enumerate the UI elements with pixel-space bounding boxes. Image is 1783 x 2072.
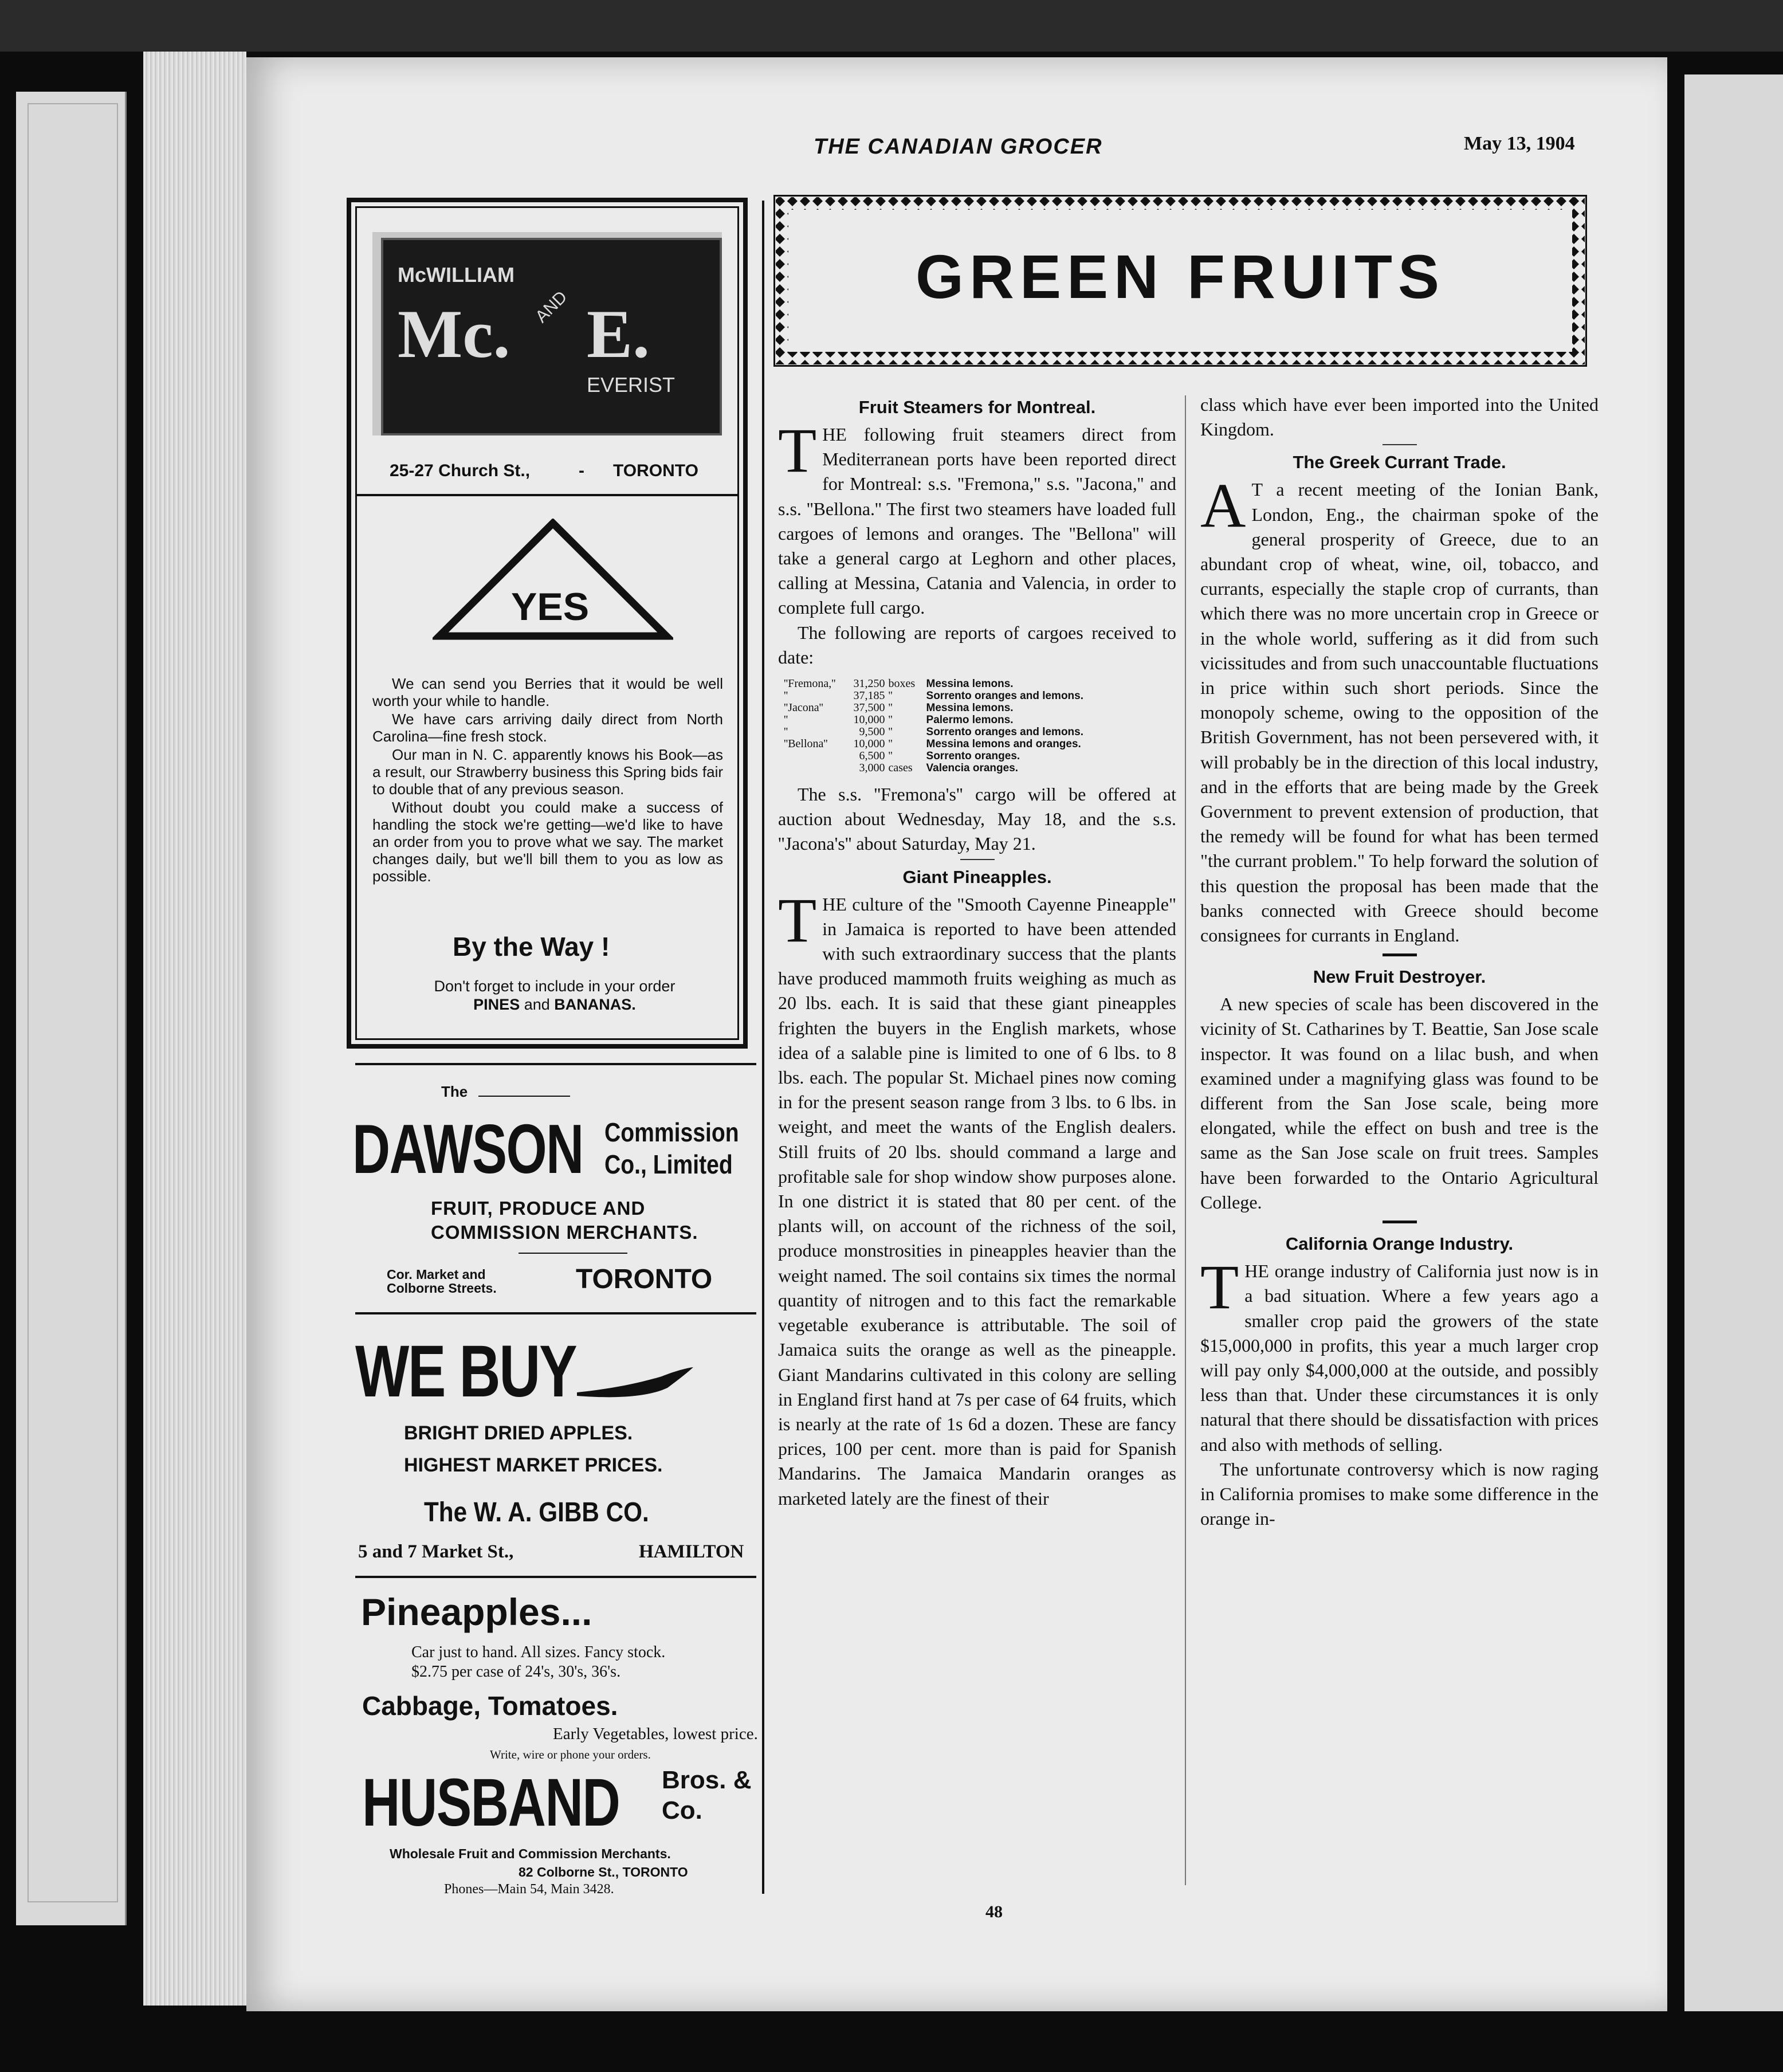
- article-paragraph: THE culture of the "Smooth Cayenne Pineapple" in Jamaica is reported to have been attended with such extraordinary success that the plants have produced mammoth fruits weighing as much as 20 lbs. each. It is said that these giant pineapples frighten the buyers in the English markets, whose idea of a salable pine is limited to one of 6 lbs. to 8 lbs. each. The popular St. Michael pines now coming in for the present season range from 3 lbs. to 6 lbs. in weight, and meet the wants of the English dealers. Still fruits of 20 lbs. should command a large and profitable sale for shop window show purposes alone. In one district it is stated that 80 per cent. of the plants will, on account of the richness of the soil, produce monstrosities in pineapples heavier than the weight named. The soil contains six times the normal quantity of nitrogen and to this fact the remarkable vegetable exuberance is attributable. The soil of Jamaica suits the orange as well as the pineapple. Giant Mandarins cultivated in this colony are selling in England first hand at 7s per case of 64 fruits, which is nearly at the rate of 1s 6d a dozen. These are fancy prices, 100 per cent. more than is paid for Spanish Mandarins. The Jamaica Mandarin oranges as marketed lately are the finest of their: [778, 885, 1176, 1509]
- cargo-cell-qty: 10,000: [853, 713, 885, 727]
- article-column-3: [1200, 393, 1599, 1531]
- cargo-cell-qty: 37,500: [853, 701, 885, 715]
- cargo-cell-desc: Sorrento oranges.: [926, 750, 1020, 763]
- separator: [1383, 444, 1417, 445]
- section-banner-title: GREEN FRUITS: [915, 242, 1446, 311]
- cargo-cell-desc: Messina lemons.: [926, 678, 1014, 690]
- husband-bros: Bros. &: [662, 1766, 752, 1794]
- article-paragraph: A new species of scale has been discovered in the vicinity of St. Catharines by T. Beattie, San Jose scale inspector. It was found on a lilac bush, and when examined under a magnifying glass was found to be different from the San Jose scale, being more elongated, while the effect on bush and tree is the same as the San Jose scale on fruit trees. Samples have been forwarded to the Ontario Agricultural College.: [1200, 994, 1599, 1212]
- cargo-cell-unit: '': [888, 749, 893, 763]
- cargo-cell-qty: 10,000: [853, 737, 885, 751]
- order-instructions: Write, wire or phone your orders.: [490, 1748, 651, 1761]
- ad-paragraph: We can send you Berries that it would be well worth your while to handle.: [372, 675, 723, 709]
- cargo-cell-qty: 37,185: [853, 689, 885, 703]
- previous-page-edge: [16, 92, 127, 1925]
- reminder-text: [383, 977, 726, 1014]
- dawson-the: The: [441, 1083, 468, 1100]
- by-the-way-heading: By the Way !: [453, 932, 610, 962]
- logo-and: AND: [532, 287, 571, 327]
- yes-label: YES: [511, 585, 590, 629]
- article-paragraph: class which have ever been imported into the United Kingdom.: [1200, 394, 1599, 440]
- cargo-row: [784, 690, 1087, 702]
- cargo-cell-ship: '': [784, 725, 788, 739]
- article-heading: The Greek Currant Trade.: [1293, 452, 1506, 473]
- dawson-city: TORONTO: [576, 1264, 713, 1294]
- dawson-company: Commission Co., Limited: [604, 1117, 739, 1179]
- cargo-cell-ship: ''Bellona'': [784, 737, 828, 751]
- article-heading: New Fruit Destroyer.: [1313, 967, 1486, 987]
- dawson-corner: Cor. Market and Colborne Streets.: [387, 1267, 497, 1296]
- dawson-name: DAWSON: [352, 1110, 583, 1188]
- mcwilliam-body: [372, 675, 723, 886]
- article-paragraph: THE following fruit steamers direct from Mediterranean ports have been reported direct for Montreal: s.s. ''Fremona,'' s.s. ''Jacona,'' and s.s. ''Bellona.'' The first two steamers have loaded full cargoes of lemons and oranges. The ''Bellona'' will take a general cargo at Leghorn and other places, calling at Messina, Catania and Valencia, in order to complete full cargo.: [778, 415, 1176, 618]
- divider: [355, 1063, 756, 1065]
- cargo-cell-desc: Valencia oranges.: [926, 762, 1019, 775]
- cargo-cell-qty: 31,250: [853, 677, 885, 690]
- gibb-address: 5 and 7 Market St.,: [358, 1541, 514, 1562]
- cargo-cell-unit: '': [888, 689, 893, 703]
- gibb-company: The W. A. GIBB CO.: [424, 1497, 649, 1528]
- cargo-row: [784, 702, 1087, 714]
- cargo-cell-unit: '': [888, 737, 893, 751]
- divider: [355, 494, 739, 496]
- pineapples-price: $2.75 per case of 24's, 30's, 36's.: [411, 1663, 621, 1681]
- ad-paragraph: Our man in N. C. apparently knows his Book—as a result, our Strawberry business this Spring bids fair to double that of any previous season.: [372, 746, 723, 798]
- article-heading: California Orange Industry.: [1285, 1234, 1514, 1254]
- page-number: 48: [985, 1902, 1003, 1921]
- dawson-line2: COMMISSION MERCHANTS.: [431, 1222, 698, 1243]
- cargo-row: [784, 750, 1087, 762]
- scan-background-top: [0, 0, 1783, 52]
- cargo-table: [784, 678, 1087, 774]
- article-paragraph: THE orange industry of California just now is in a bad situation. Where a few years ago a smaller crop paid the growers of the state $15,000,000 in profits, this year a much larger crop will pay only $4,000,000 at the outside, and possibly less than that. Under these circumstances it is only natural that there should be dissatisfaction with prices and also with methods of selling.: [1200, 1252, 1599, 1455]
- reminder-line: Don't forget to include in your order: [434, 978, 676, 995]
- cargo-row: [784, 738, 1087, 750]
- logo-mc: Mc.: [398, 296, 510, 372]
- dawson-line1: FRUIT, PRODUCE AND: [431, 1198, 646, 1219]
- cargo-cell-ship: ''Fremona,'': [784, 677, 836, 690]
- cargo-cell-desc: Sorrento oranges and lemons.: [926, 690, 1084, 703]
- logo-everist: EVERIST: [587, 373, 676, 397]
- early-vegetables: Early Vegetables, lowest price.: [553, 1725, 758, 1743]
- gibb-line1: BRIGHT DRIED APPLES.: [404, 1422, 633, 1444]
- address-dash: -: [579, 461, 584, 480]
- divider: [355, 1312, 756, 1314]
- issue-date: May 13, 1904: [1464, 133, 1575, 154]
- gibb-line2: HIGHEST MARKET PRICES.: [404, 1454, 663, 1476]
- husband-street: 82 Colborne St., TORONTO: [519, 1865, 688, 1879]
- next-page-edge: [1684, 74, 1783, 2011]
- husband-co: Co.: [662, 1796, 702, 1824]
- logo-e: E.: [587, 296, 650, 372]
- ad-paragraph: We have cars arriving daily direct from North Carolina—fine fresh stock.: [372, 711, 723, 745]
- reminder-products: PINES and BANANAS.: [473, 996, 636, 1013]
- page-stack-edge: [143, 52, 246, 2006]
- pineapples-stock: Car just to hand. All sizes. Fancy stock.: [411, 1643, 666, 1661]
- separator: [1383, 1221, 1417, 1223]
- divider: [355, 1576, 756, 1578]
- article-heading: Giant Pineapples.: [902, 866, 1052, 887]
- cargo-cell-unit: cases: [888, 762, 913, 775]
- cargo-row: [784, 714, 1087, 726]
- underline: [478, 1096, 570, 1097]
- publication-title: THE CANADIAN GROCER: [814, 135, 1103, 159]
- article-paragraph: A T a recent meeting of the Ionian Bank, London, Eng., the chairman spoke of the general prosperity of Greece, due to an abundant crop of wheat, wine, oil, tobacco, and currants, especially the staple crop of currants, than which there was no more uncertain crop in Greece or in the whole world, suffering as it did from such vicissitudes and from such unaccountable fluctuations in price within such short periods. Since the monopoly scheme, owing to the opposition of the British Government, has not been persevered with, it will probably be in the direction of this local industry, and in the efforts that are being made by the Greek Government to prevent extension of production, that the remedy will be found for what has been termed "the currant problem." To help forward the solution of this question the proposal has been made that the banks connected with Greece should become consignees for currants in England.: [1200, 470, 1599, 946]
- cargo-cell-unit: '': [888, 701, 893, 715]
- column-divider: [762, 201, 764, 1894]
- cargo-cell-ship: ''Jacona'': [784, 701, 823, 715]
- ad-paragraph: Without doubt you could make a success of handling the stock we're getting—we'd like to have an order from you to prove what we say. The market changes daily, but we'll bill them to you as low as possible.: [372, 799, 723, 885]
- husband-phones: Phones—Main 54, Main 3428.: [444, 1882, 614, 1897]
- husband-name: HUSBAND: [362, 1765, 620, 1841]
- cargo-cell-qty: 9,500: [859, 725, 885, 739]
- underline: [519, 1253, 627, 1254]
- cargo-cell-qty: 3,000: [859, 762, 885, 775]
- cargo-row: [784, 678, 1087, 690]
- mcwilliam-address: 25-27 Church St.,: [390, 461, 531, 480]
- cargo-cell-ship: '': [784, 689, 788, 703]
- article-paragraph: The following are reports of cargoes received to date:: [778, 622, 1176, 668]
- cargo-cell-desc: Messina lemons.: [926, 702, 1014, 715]
- article-heading: Fruit Steamers for Montreal.: [858, 397, 1096, 417]
- logo-mcwilliam: McWILLIAM: [398, 263, 515, 287]
- cargo-cell-desc: Messina lemons and oranges.: [926, 738, 1081, 751]
- cargo-cell-ship: [784, 762, 839, 774]
- pointing-hand-icon: [576, 1364, 696, 1404]
- mcwilliam-logo: [381, 238, 722, 435]
- drop-cap: T: [778, 885, 817, 955]
- article-column-2: [778, 393, 1176, 1511]
- gibb-city: HAMILTON: [639, 1541, 744, 1562]
- cargo-cell-qty: 6,500: [859, 749, 885, 763]
- cargo-cell-unit: '': [888, 713, 893, 727]
- cargo-cell-desc: Sorrento oranges and lemons.: [926, 726, 1084, 739]
- article-paragraph: The s.s. ''Fremona's'' cargo will be offered at auction about Wednesday, May 18, and the s.s. ''Jacona's'' about Saturday, May 21.: [778, 784, 1176, 854]
- drop-cap: T: [1200, 1252, 1239, 1323]
- husband-wholesale: Wholesale Fruit and Commission Merchants.: [390, 1846, 671, 1861]
- cargo-row: [784, 726, 1087, 738]
- cargo-cell-desc: Palermo lemons.: [926, 714, 1014, 727]
- separator: [960, 859, 995, 860]
- cabbage-heading: Cabbage, Tomatoes.: [362, 1691, 618, 1721]
- pineapples-heading: Pineapples...: [361, 1591, 592, 1633]
- cargo-cell-unit: boxes: [888, 677, 916, 690]
- cargo-row: [784, 762, 1087, 774]
- cargo-cell-ship: [784, 750, 839, 762]
- column-divider-light: [1185, 395, 1186, 1885]
- separator: [1383, 953, 1417, 956]
- mcwilliam-city: TORONTO: [613, 461, 698, 480]
- drop-cap: T: [778, 415, 817, 485]
- cargo-cell-ship: '': [784, 713, 788, 727]
- we-buy-headline: WE BUY: [355, 1331, 576, 1412]
- article-paragraph: The unfortunate controversy which is now raging in California promises to make some difference in the orange in-: [1200, 1458, 1599, 1529]
- cargo-cell-unit: '': [888, 725, 893, 739]
- drop-cap: A: [1200, 470, 1246, 541]
